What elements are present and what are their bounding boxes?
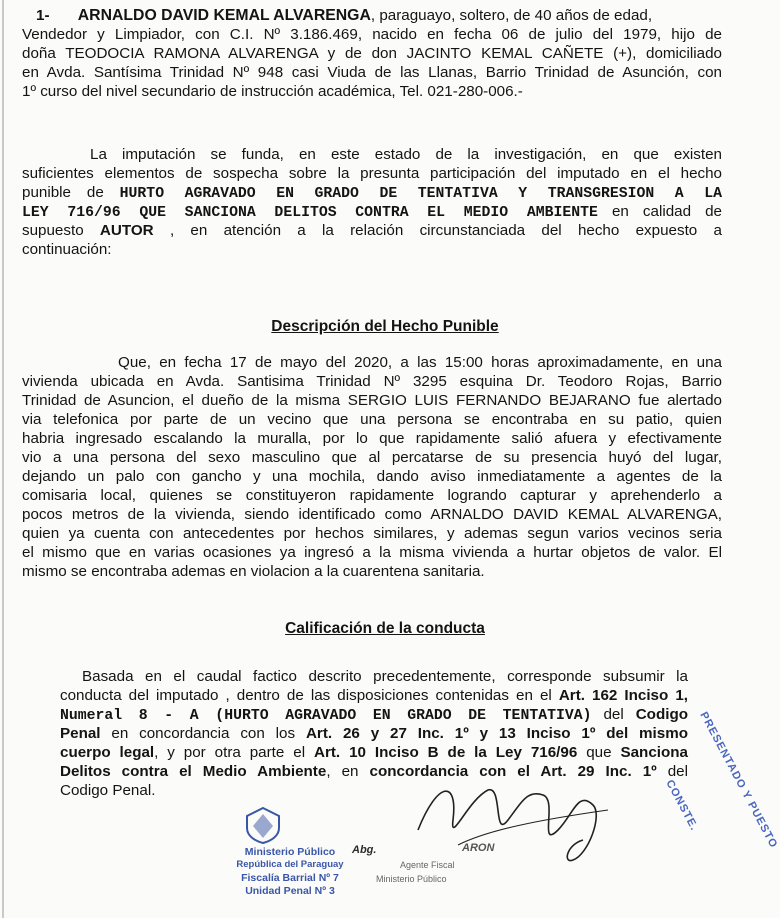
descripcion-line: el mismo que en varias ocasiones ya ingresó a la misma vivienda a hurtar objetos de valor. El bbox=[22, 544, 722, 561]
imputado-name: ARNALDO DAVID KEMAL ALVARENGA bbox=[77, 7, 371, 24]
imputado-line: Vendedor y Limpiador, con C.I. Nº 3.186.469, nacido en fecha 06 de julio del 1979, hijo de bbox=[22, 26, 722, 43]
text-span: en concordancia con los bbox=[100, 725, 306, 742]
article-ref: Penal bbox=[60, 725, 101, 742]
descripcion-line: vivienda ubicada en Avda. Santisima Trinidad Nº 3295 esquina Dr. Teodoro Rojas, Barrio bbox=[22, 373, 722, 390]
text-span: en calidad de bbox=[611, 203, 722, 220]
signature-role: Ministerio Público bbox=[376, 874, 447, 884]
imputacion-line: continuación: bbox=[22, 241, 112, 258]
charge-text: HURTO AGRAVADO EN GRADO DE TENTATIVA Y TRANSGRESION A LA bbox=[119, 186, 722, 202]
article-ref: Art. 162 Inciso 1, bbox=[558, 687, 688, 704]
descripcion-line: pocos metros de la vivienda, siendo identificado como ARNALDO DAVID KEMAL ALVARENGA, bbox=[22, 506, 722, 523]
autor-text: AUTOR bbox=[99, 222, 154, 239]
signature-title: Abg. bbox=[352, 844, 377, 856]
calificacion-line bbox=[60, 686, 688, 705]
text-span: punible de bbox=[22, 184, 120, 201]
descripcion-line: habria ingresado escalando la muralla, por lo que rapidamente salió afuera y efectivamente bbox=[22, 430, 722, 447]
text-span: , en bbox=[326, 763, 370, 780]
imputacion-line: La imputación se funda, en este estado de la investigación, en que existen bbox=[90, 146, 722, 163]
charge-text: Numeral 8 - A (HURTO AGRAVADO EN GRADO DE TENTATIVA) bbox=[60, 708, 592, 724]
seal-line: Ministerio Público bbox=[244, 846, 336, 858]
descripcion-line: Que, en fecha 17 de mayo del 2020, a las 15:00 horas aproximadamente, en una bbox=[118, 354, 722, 371]
charge-text: LEY 716/96 QUE SANCIONA DELITOS CONTRA EL MEDIO AMBIENTE bbox=[22, 205, 598, 221]
section-heading-descripcion: Descripción del Hecho Punible bbox=[271, 318, 499, 335]
text-span: , en atención a la relación circunstanciada del hecho expuesto a bbox=[169, 222, 722, 239]
imputado-block bbox=[22, 6, 722, 101]
calificacion-line bbox=[60, 724, 688, 743]
imputacion-line: suficientes elementos de sospecha sobre la presunta participación del imputado en el hecho bbox=[22, 165, 722, 182]
article-ref: Sanciona bbox=[620, 744, 688, 761]
text-span: del bbox=[656, 763, 688, 780]
signature-caption bbox=[352, 838, 512, 908]
signature-role: Agente Fiscal bbox=[400, 860, 455, 870]
article-ref: Codigo bbox=[635, 706, 688, 723]
imputado-line: 1º curso del nivel secundario de instrucción académica, Tel. 021-280-006.- bbox=[22, 83, 523, 100]
text-span: que bbox=[577, 744, 621, 761]
imputado-line: en Avda. Santísima Trinidad Nº 948 casi Viuda de las Llanas, Barrio Trinidad de Asunción, con bbox=[22, 64, 722, 81]
article-ref: concordancia con el Art. 29 Inc. 1º bbox=[369, 763, 657, 780]
received-stamp bbox=[648, 690, 780, 870]
signature-name: ARON bbox=[462, 842, 495, 854]
text-span: del bbox=[591, 706, 636, 723]
descripcion-line: quien ya cuenta con antecedentes por hechos similares, y ademas segun varios vecinos seria bbox=[22, 525, 722, 542]
page-edge bbox=[2, 0, 4, 918]
descripcion-line: mismo se encontraba ademas en violacion a la cuarentena sanitaria. bbox=[22, 563, 485, 580]
seal-line: República del Paraguay bbox=[236, 859, 344, 870]
descripcion-line: comisaria local, quienes se constituyeron rapidamente logrando capturar y aprehenderlo a bbox=[22, 487, 722, 504]
calificacion-line: Basada en el caudal factico descrito precedentemente, corresponde subsumir la bbox=[82, 668, 688, 685]
imputacion-paragraph bbox=[22, 145, 722, 259]
descripcion-line: vio a una persona del sexo masculino que al percatarse de su presencia huyó del lugar, bbox=[22, 449, 722, 466]
imputacion-line bbox=[22, 202, 722, 221]
stamp-line: CONSTE. bbox=[663, 778, 701, 833]
article-ref: Delitos contra el Medio Ambiente bbox=[60, 763, 327, 780]
item-number: 1- bbox=[36, 7, 50, 24]
stamp-line: PRESENTADO Y PUESTO bbox=[697, 710, 780, 851]
text-span: conducta del imputado , dentro de las disposiciones contenidas en el bbox=[60, 687, 559, 704]
emblem-icon bbox=[243, 806, 283, 844]
descripcion-line: dejando un palo con gancho y una mochila, dando aviso inmediatamente a agentes de la bbox=[22, 468, 722, 485]
imputacion-line bbox=[22, 221, 722, 240]
section-heading-calificacion: Calificación de la conducta bbox=[285, 620, 485, 637]
imputacion-line bbox=[22, 183, 722, 202]
descripcion-line: Trinidad de Asuncion, el dueño de la misma SERGIO LUIS FERNANDO BEJARANO fue alertado bbox=[22, 392, 722, 409]
calificacion-line bbox=[60, 705, 688, 724]
imputado-line: doña TEODOCIA RAMONA ALVARENGA y de don JACINTO KEMAL CAÑETE (+), domiciliado bbox=[22, 45, 722, 62]
descripcion-paragraph bbox=[22, 353, 722, 581]
descripcion-line: via telefonica por parte de un vecino que una persona se encontraba en su patio, quien bbox=[22, 411, 722, 428]
text-span: , y por otra parte el bbox=[154, 744, 314, 761]
ministerio-publico-seal bbox=[215, 806, 365, 916]
text-span: supuesto bbox=[22, 222, 100, 239]
seal-line: Fiscalía Barrial Nº 7 bbox=[241, 872, 339, 884]
article-ref: cuerpo legal bbox=[60, 744, 155, 761]
seal-line: Unidad Penal Nº 3 bbox=[245, 885, 335, 897]
calificacion-line: Codigo Penal. bbox=[60, 782, 156, 799]
imputado-line-1-rest: , paraguayo, soltero, de 40 años de edad, bbox=[370, 7, 653, 24]
article-ref: Art. 10 Inciso B de la Ley 716/96 bbox=[314, 744, 578, 761]
article-ref: Art. 26 y 27 Inc. 1º y 13 Inciso 1º del mismo bbox=[305, 725, 688, 742]
imputado-line-1 bbox=[22, 6, 722, 25]
